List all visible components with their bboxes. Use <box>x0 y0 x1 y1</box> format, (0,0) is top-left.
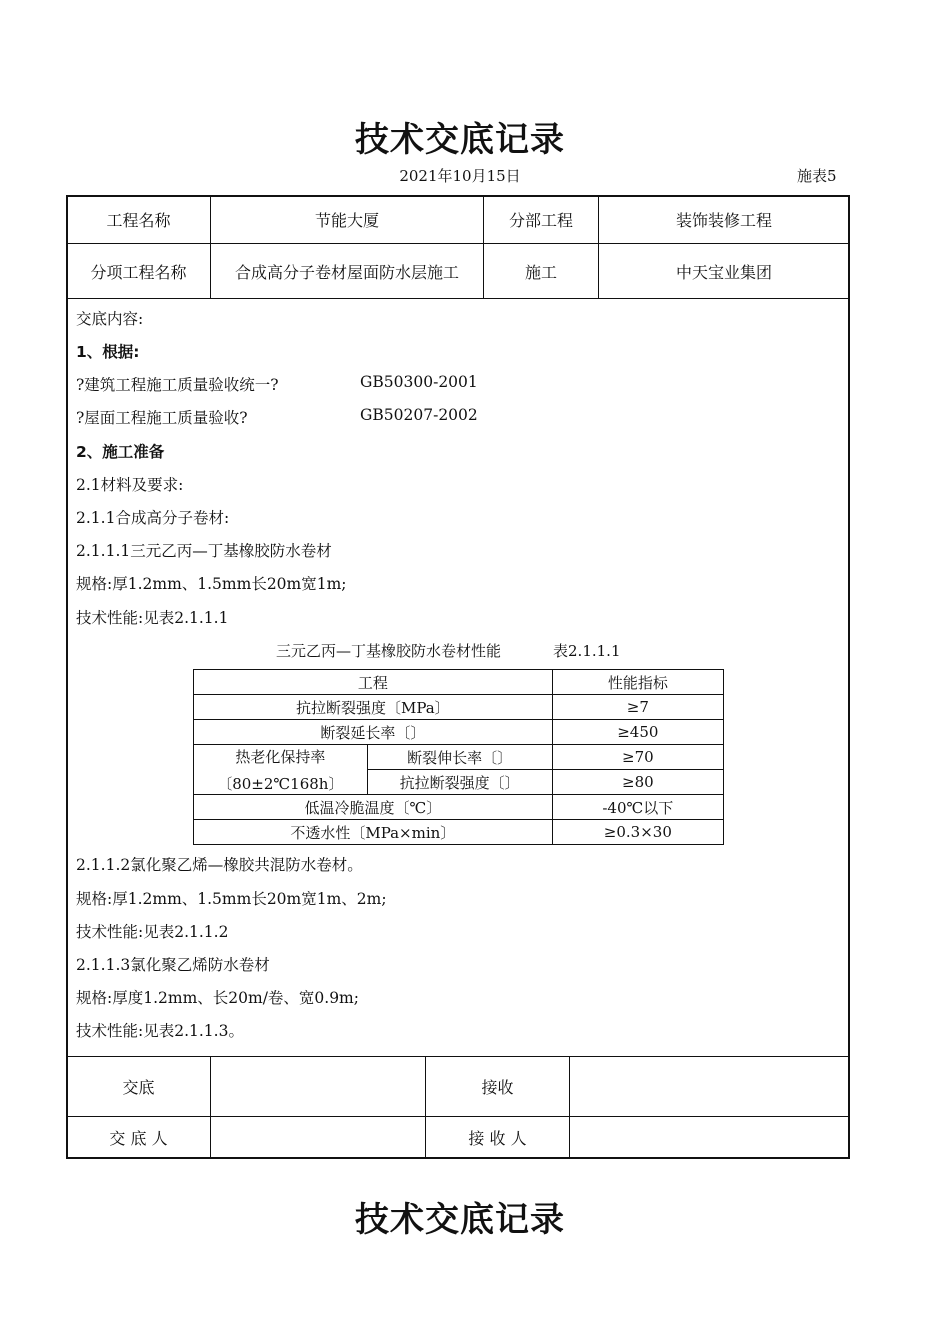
table-header-cell: 工程 <box>194 670 553 695</box>
basis-heading: 1、根据: <box>76 343 140 361</box>
table-row <box>194 795 724 820</box>
project-name-value: 节能大厦 <box>314 211 379 230</box>
receive-person-label: 接 收 人 <box>468 1129 527 1148</box>
basis-item-code: GB50300-2001 <box>360 373 478 391</box>
prep-heading: 2、施工准备 <box>76 443 165 461</box>
form-number: 施表5 <box>797 167 837 185</box>
content-line: 规格:厚度1.2mm、长20m/卷、宽0.9m; <box>76 989 359 1007</box>
table-row <box>194 670 724 695</box>
subitem-value: 合成高分子卷材屋面防水层施工 <box>234 262 459 282</box>
table-cell: 低温冷脆温度〔℃〕 <box>194 795 553 820</box>
page-title: 技术交底记录 <box>355 120 565 160</box>
project-name-label: 工程名称 <box>106 211 171 230</box>
construction-value: 中天宝业集团 <box>675 262 772 282</box>
page-title-repeat: 技术交底记录 <box>355 1200 565 1240</box>
content-line: 2.1.1.2氯化聚乙烯—橡胶共混防水卷材。 <box>76 856 363 874</box>
table-cell: ≥7 <box>552 695 723 720</box>
table-group-line: 〔80±2℃168h〕 <box>217 774 344 793</box>
table-row <box>194 720 724 745</box>
basis-item-code: GB50207-2002 <box>360 406 478 424</box>
table-cell: ≥0.3×30 <box>552 820 723 845</box>
handover-person-field[interactable] <box>211 1117 425 1158</box>
table-cell: 不透水性〔MPa×min〕 <box>194 820 553 845</box>
table-cell: ≥80 <box>552 770 723 795</box>
table-row <box>194 695 724 720</box>
basis-item-name: ?屋面工程施工质量验收? <box>76 409 248 427</box>
table-header-cell: 性能指标 <box>552 670 723 695</box>
table-row <box>194 820 724 845</box>
table-row <box>194 745 724 770</box>
table-group-line: 热老化保持率 <box>235 747 326 766</box>
content-line: 技术性能:见表2.1.1.1 <box>76 609 229 627</box>
table-cell: 断裂伸长率〔〕 <box>367 745 552 770</box>
table-cell: -40℃以下 <box>552 795 723 820</box>
receive-person-field[interactable] <box>570 1117 849 1158</box>
table-cell: ≥70 <box>552 745 723 770</box>
handover-signature-field[interactable] <box>211 1057 425 1116</box>
handover-person-label: 交 底 人 <box>109 1129 168 1148</box>
table-caption-title: 三元乙丙—丁基橡胶防水卷材性能 <box>276 642 502 660</box>
construction-label: 施工 <box>524 262 557 282</box>
table-caption-number: 表2.1.1.1 <box>553 642 621 660</box>
receive-label: 接收 <box>481 1078 514 1097</box>
division-label: 分部工程 <box>508 211 573 230</box>
basis-item-name: ?建筑工程施工质量验收统一? <box>76 376 279 394</box>
content-line: 规格:厚1.2mm、1.5mm长20m宽1m、2m; <box>76 890 387 908</box>
content-line: 技术性能:见表2.1.1.3。 <box>76 1022 244 1040</box>
handover-label: 交底 <box>122 1078 155 1097</box>
table-cell: 抗拉断裂强度〔MPa〕 <box>194 695 553 720</box>
table-group-cell <box>194 745 368 795</box>
table-cell: ≥450 <box>552 720 723 745</box>
table-cell: 断裂延长率〔〕 <box>194 720 553 745</box>
divider <box>67 298 850 299</box>
content-line: 2.1.1.1三元乙丙—丁基橡胶防水卷材 <box>76 542 332 560</box>
content-intro: 交底内容: <box>76 310 144 328</box>
subitem-label: 分项工程名称 <box>90 262 187 282</box>
performance-table <box>193 669 724 845</box>
content-line: 2.1.1.3氯化聚乙烯防水卷材 <box>76 956 270 974</box>
content-line: 2.1.1合成高分子卷材: <box>76 509 230 527</box>
division-value: 装饰装修工程 <box>675 211 772 230</box>
receive-signature-field[interactable] <box>570 1057 849 1116</box>
table-cell: 抗拉断裂强度〔〕 <box>367 770 552 795</box>
table-caption <box>276 640 621 661</box>
content-line: 技术性能:见表2.1.1.2 <box>76 923 229 941</box>
content-line: 2.1材料及要求: <box>76 476 184 494</box>
record-date: 2021年10月15日 <box>399 167 521 185</box>
content-line: 规格:厚1.2mm、1.5mm长20m宽1m; <box>76 575 347 593</box>
